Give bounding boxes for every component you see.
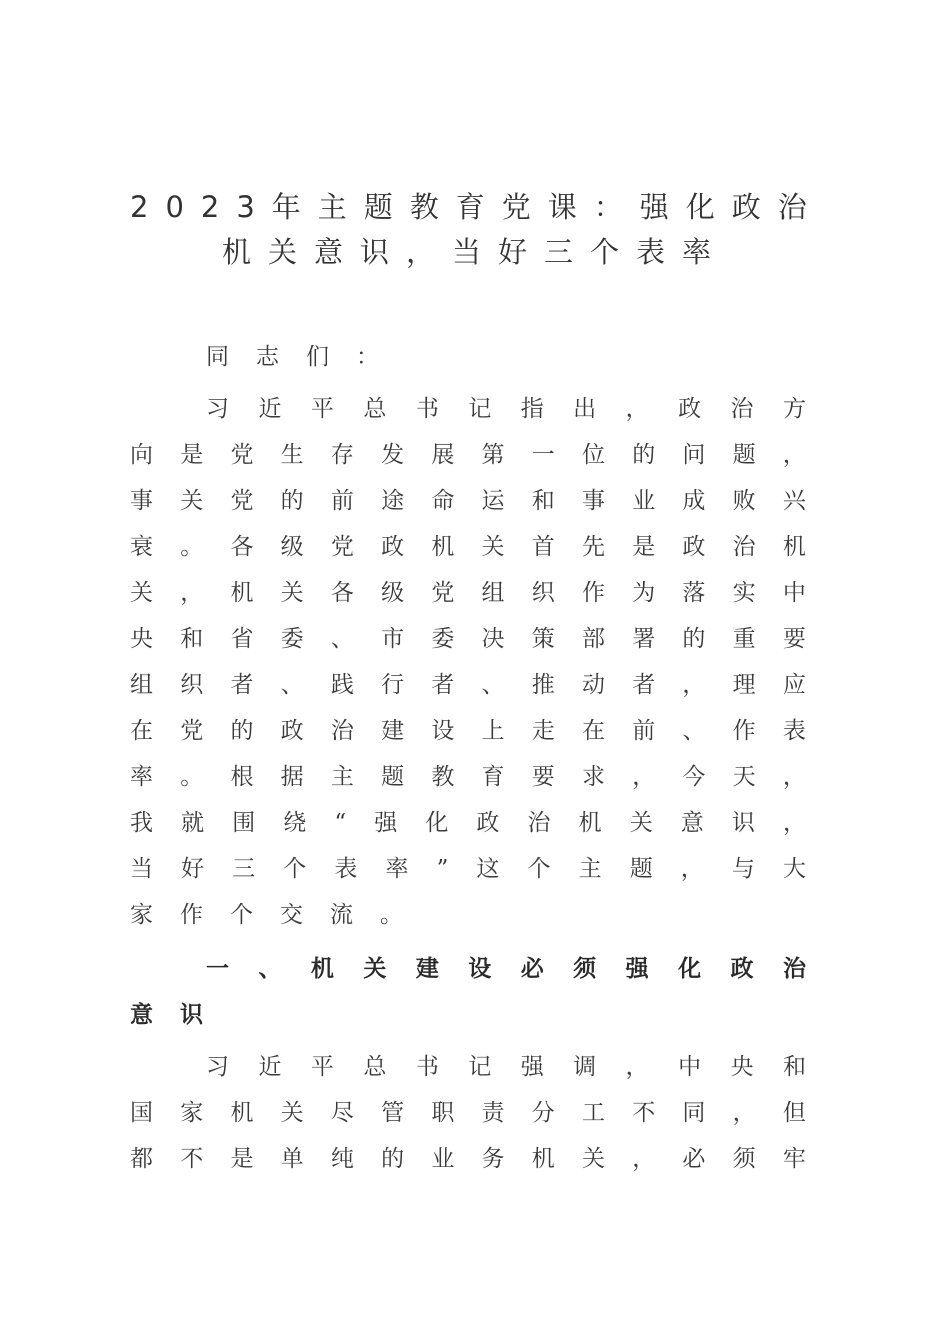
paragraph-2-line: 都 不 是 单 纯 的 业 务 机 关 ， 必 须 牢 — [130, 1146, 806, 1172]
paragraph-1-line: 我 就 围 绕 “ 强 化 政 治 机 关 意 识 ， — [130, 810, 806, 836]
paragraph-1-line: 向 是 党 生 存 发 展 第 一 位 的 问 题 ， — [130, 442, 806, 468]
paragraph-1-line: 习 近 平 总 书 记 指 出 ， 政 治 方 — [206, 396, 806, 422]
section-heading-1-line: 意识 — [130, 1002, 230, 1028]
section-heading-1-line: 一 、 机 关 建 设 必 须 强 化 政 治 — [206, 956, 806, 982]
greeting: 同志们： — [206, 344, 406, 370]
paragraph-1-line: 衰 。 各 级 党 政 机 关 首 先 是 政 治 机 — [130, 534, 806, 560]
paragraph-1-line: 关 ， 机 关 各 级 党 组 织 作 为 落 实 中 — [130, 580, 806, 606]
paragraph-1-line: 组 织 者 、 践 行 者 、 推 动 者 ， 理 应 — [130, 672, 806, 698]
document-title-line-2: 机关意识，当好三个表率 — [221, 235, 728, 269]
paragraph-2-line: 国 家 机 关 尽 管 职 责 分 工 不 同 ， 但 — [130, 1100, 806, 1126]
paragraph-1-line: 事 关 党 的 前 途 命 运 和 事 业 成 败 兴 — [130, 488, 806, 514]
paragraph-1-line: 在 党 的 政 治 建 设 上 走 在 前 、 作 表 — [130, 718, 806, 744]
paragraph-1-line: 央 和 省 委 、 市 委 决 策 部 署 的 重 要 — [130, 626, 806, 652]
paragraph-1-line: 率 。 根 据 主 题 教 育 要 求 ， 今 天 ， — [130, 764, 806, 790]
paragraph-2-line: 习 近 平 总 书 记 强 调 ， 中 央 和 — [206, 1054, 806, 1080]
paragraph-1-line: 家作个交流。 — [130, 902, 430, 928]
document-title-line-1: 2023年主题教育党课：强化政治 — [130, 190, 824, 224]
paragraph-1-line: 当 好 三 个 表 率 ” 这 个 主 题 ， 与 大 — [130, 856, 806, 882]
